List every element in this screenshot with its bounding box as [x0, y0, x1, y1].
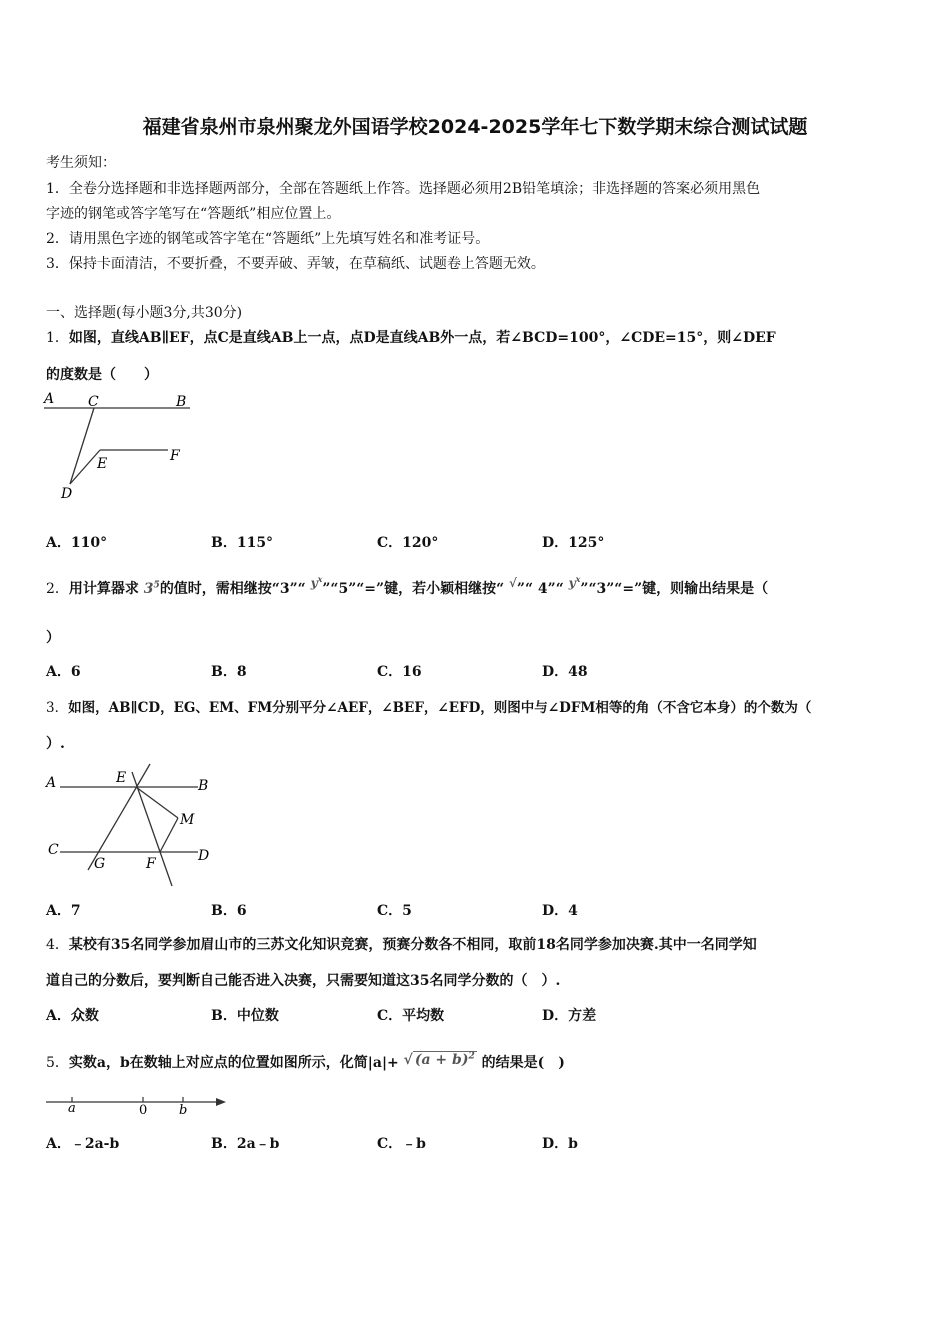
label-zero: 0 [139, 1103, 148, 1118]
question-3-figure [40, 760, 220, 890]
line-de [70, 450, 100, 484]
q5-option-b: B．2a﹣b [211, 1136, 280, 1152]
power-exponent: 5 [153, 580, 160, 591]
question-4-cont: 道自己的分数后，要判断自己能否进入决赛，只需要知道这35名同学分数的（ ）. [46, 973, 561, 989]
number-line-figure [40, 1090, 240, 1120]
question-2-text-3: ”“5”“=”键，若小颖相继按“ [322, 581, 505, 597]
question-1-figure [40, 388, 200, 506]
question-2-text-5: ”“3”“=”键，则输出结果是（ [580, 581, 769, 597]
power-key-icon-2 [569, 576, 581, 590]
question-5 [46, 1052, 565, 1072]
question-4-text: 某校有35名同学参加眉山市的三苏文化知识竞赛，预赛分数各不相同，取前18名同学参加决赛.其中一名同学知 [68, 937, 757, 953]
sqrt-radicand [413, 1051, 477, 1068]
section-heading: 一、选择题(每小题3分,共30分) [46, 305, 243, 321]
question-2 [46, 574, 769, 598]
exam-title: 福建省泉州市泉州聚龙外国语学校2024-2025学年七下数学期末综合测试试题 [142, 116, 808, 138]
label-f: F [170, 448, 180, 464]
label-a: A [46, 775, 57, 791]
notice-item-3: 3．保持卡面清洁，不要折叠，不要弄破、弄皱，在草稿纸、试题卷上答题无效。 [46, 256, 545, 272]
notice-item-2: 2．请用黑色字迹的钢笔或答字笔在“答题纸”上先填写姓名和准考证号。 [46, 231, 490, 247]
question-1-cont: 的度数是（ ） [46, 367, 158, 383]
q5-option-a: A．﹣2a-b [46, 1136, 120, 1152]
label-b: B [198, 778, 209, 794]
power-key-base: y [310, 576, 318, 590]
label-d: D [198, 848, 210, 864]
question-3-number: 3． [46, 700, 69, 716]
power-key-sup: x [317, 574, 323, 584]
label-m: M [180, 812, 195, 828]
question-4-number: 4． [46, 937, 69, 953]
line-fm [160, 818, 178, 852]
q2-option-a: A．6 [46, 664, 81, 680]
q1-option-c: C．120° [377, 535, 439, 551]
q4-option-d: D．方差 [542, 1008, 597, 1024]
power-key-icon [311, 576, 323, 590]
question-3 [46, 696, 811, 716]
arrow-right-icon [216, 1098, 226, 1106]
question-3-text: 如图，AB∥CD，EG、EM、FM分别平分∠AEF，∠BEF，∠EFD，则图中与∠DFM相等的角（不含它本身）的个数为（ [68, 700, 812, 716]
q1-option-d: D．125° [542, 535, 605, 551]
power-key-2-sup: x [575, 574, 581, 584]
q4-option-c: C．平均数 [377, 1008, 445, 1024]
label-c: C [48, 842, 59, 858]
q3-option-c: C．5 [377, 903, 412, 919]
question-5-text-1: 实数a，b在数轴上对应点的位置如图所示，化简|a|+ [68, 1055, 399, 1071]
sqrt-exponent: 2 [468, 1051, 475, 1062]
question-3-cont: ）. [46, 736, 65, 752]
label-g: G [94, 856, 106, 872]
q1-option-a: A．110° [46, 535, 108, 551]
notice-item-1: 1．全卷分选择题和非选择题两部分，全部在答题纸上作答。选择题必须用2B铅笔填涂；非选择题的答案必须用黑色 [46, 181, 761, 197]
sqrt-radicand-text: (a + b) [414, 1052, 469, 1068]
sqrt-expression: √ $(a + b)^2$ [403, 1051, 475, 1068]
question-2-text-1: 用计算器求 [68, 581, 139, 597]
q3-option-d: D．4 [542, 903, 578, 919]
line-cd [70, 408, 94, 484]
power-key-2-base: y [568, 576, 576, 590]
question-2-cont: ） [46, 630, 60, 646]
question-2-text-2: 的值时，需相继按“3”“ [159, 581, 306, 597]
label-d: D [61, 486, 73, 502]
notice-heading: 考生须知： [46, 155, 116, 171]
q2-option-d: D．48 [542, 664, 588, 680]
question-1 [46, 327, 776, 347]
q5-option-c: C．﹣b [377, 1136, 426, 1152]
question-2-number: 2． [46, 581, 69, 597]
question-4 [46, 934, 757, 954]
question-5-text-2: 的结果是( ) [481, 1055, 565, 1071]
q3-option-a: A．7 [46, 903, 81, 919]
power-expression [144, 581, 160, 597]
question-2-text-4: ”“ 4”“ [516, 581, 564, 597]
question-1-text: 如图，直线AB∥EF，点C是直线AB上一点，点D是直线AB外一点，若∠BCD=100°，∠CDE=15°，则∠DEF [68, 330, 776, 346]
sqrt-key-icon: √ [509, 576, 517, 590]
label-e: E [116, 770, 127, 786]
label-b: B [176, 394, 187, 410]
question-5-number: 5． [46, 1055, 69, 1071]
q3-option-b: B．6 [211, 903, 247, 919]
q4-option-b: B．中位数 [211, 1008, 279, 1024]
q2-option-c: C．16 [377, 664, 422, 680]
q2-option-b: B．8 [211, 664, 247, 680]
notice-item-1-cont: 字迹的钢笔或答字笔写在“答题纸”相应位置上。 [46, 206, 341, 222]
label-e: E [97, 456, 108, 472]
q1-option-b: B．115° [211, 535, 274, 551]
question-1-number: 1． [46, 330, 69, 346]
q4-option-a: A．众数 [46, 1008, 99, 1024]
label-a: a [68, 1101, 76, 1116]
label-b: b [179, 1103, 188, 1118]
label-c: C [88, 394, 99, 410]
label-f: F [146, 856, 156, 872]
power-base: 3 [143, 581, 154, 597]
label-a: A [44, 391, 55, 407]
q5-option-d: D．b [542, 1136, 578, 1152]
